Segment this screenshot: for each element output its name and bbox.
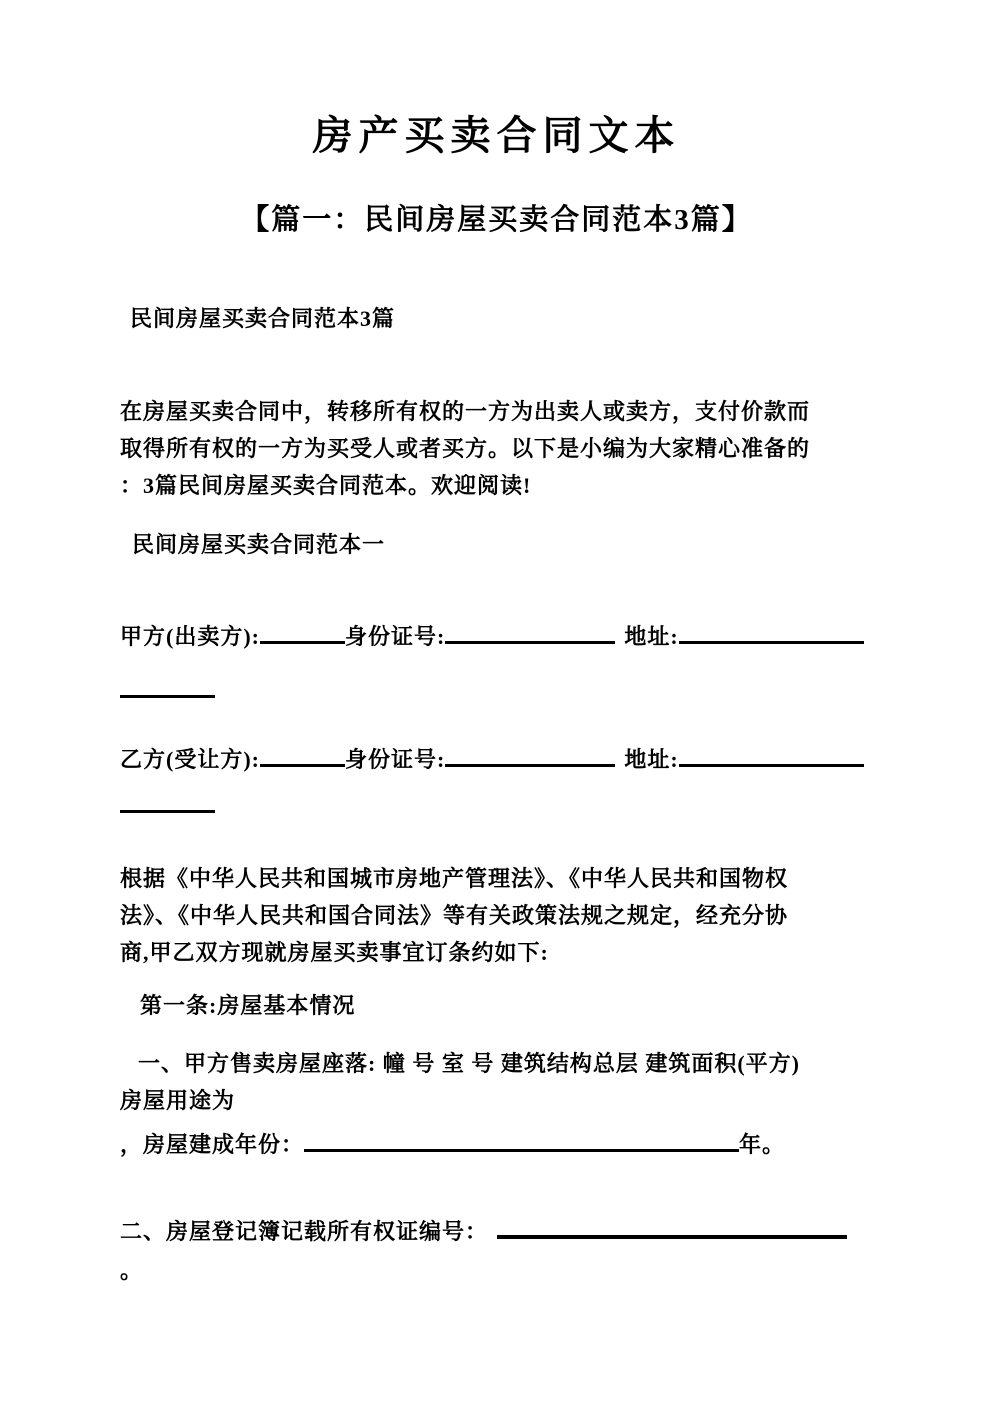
item1-line: 房屋用途为 bbox=[120, 1088, 236, 1113]
party-a-addr-label: 地址: bbox=[624, 624, 679, 649]
party-a-id-blank bbox=[445, 621, 615, 644]
party-a-label: 甲方(出卖方): bbox=[120, 624, 260, 649]
party-a-addr-blank bbox=[679, 621, 864, 644]
item2-blank bbox=[497, 1215, 847, 1239]
legal-paragraph-line: 根据《中华人民共和国城市房地产管理法》、《中华人民共和国物权 bbox=[120, 866, 789, 891]
party-b-addr-label: 地址: bbox=[624, 747, 679, 772]
legal-paragraph-line: 法》、《中华人民共和国合同法》等有关政策法规之规定，经充分协 bbox=[120, 903, 789, 928]
party-b-row bbox=[120, 744, 864, 773]
party-b-continuation-blank bbox=[120, 790, 215, 813]
party-a-row bbox=[120, 621, 864, 650]
year-suffix: 年。 bbox=[739, 1132, 786, 1157]
year-prefix: ，房屋建成年份： bbox=[120, 1132, 305, 1157]
item2-row bbox=[120, 1215, 847, 1245]
item2-period: 。 bbox=[120, 1258, 144, 1283]
intro-paragraph-line: 取得所有权的一方为买受人或者买方。以下是小编为大家精心准备的 bbox=[120, 436, 811, 461]
party-b-addr-blank bbox=[679, 744, 864, 767]
party-a-id-label: 身份证号: bbox=[344, 624, 446, 649]
intro-heading: 民间房屋买卖合同范本3篇 bbox=[130, 306, 396, 331]
item2-prefix: 二、房屋登记簿记载所有权证编号： bbox=[120, 1219, 489, 1244]
intro-paragraph-line: ：3篇民间房屋买卖合同范本。欢迎阅读! bbox=[120, 473, 532, 498]
party-a-name-blank bbox=[260, 621, 345, 644]
party-a-continuation-row bbox=[120, 675, 215, 704]
sample-one-heading: 民间房屋买卖合同范本一 bbox=[132, 532, 386, 557]
article1-heading: 第一条:房屋基本情况 bbox=[140, 993, 356, 1018]
legal-paragraph-line: 商,甲乙双方现就房屋买卖事宜订条约如下: bbox=[120, 940, 549, 965]
doc-title: 房产买卖合同文本 bbox=[312, 113, 681, 158]
party-a-continuation-blank bbox=[120, 675, 215, 698]
party-b-id-blank bbox=[445, 744, 615, 767]
party-b-continuation-row bbox=[120, 790, 215, 819]
item1-line: 一、甲方售卖房屋座落: 幢 号 室 号 建筑结构总层 建筑面积(平方) bbox=[138, 1051, 800, 1076]
party-b-name-blank bbox=[260, 744, 345, 767]
doc-subtitle: 【篇一：民间房屋买卖合同范本3篇】 bbox=[240, 204, 753, 236]
intro-paragraph-line: 在房屋买卖合同中，转移所有权的一方为出卖人或卖方，支付价款而 bbox=[120, 399, 811, 424]
year-row bbox=[120, 1129, 785, 1158]
party-b-label: 乙方(受让方): bbox=[120, 747, 260, 772]
year-blank bbox=[304, 1129, 739, 1152]
party-b-id-label: 身份证号: bbox=[344, 747, 446, 772]
